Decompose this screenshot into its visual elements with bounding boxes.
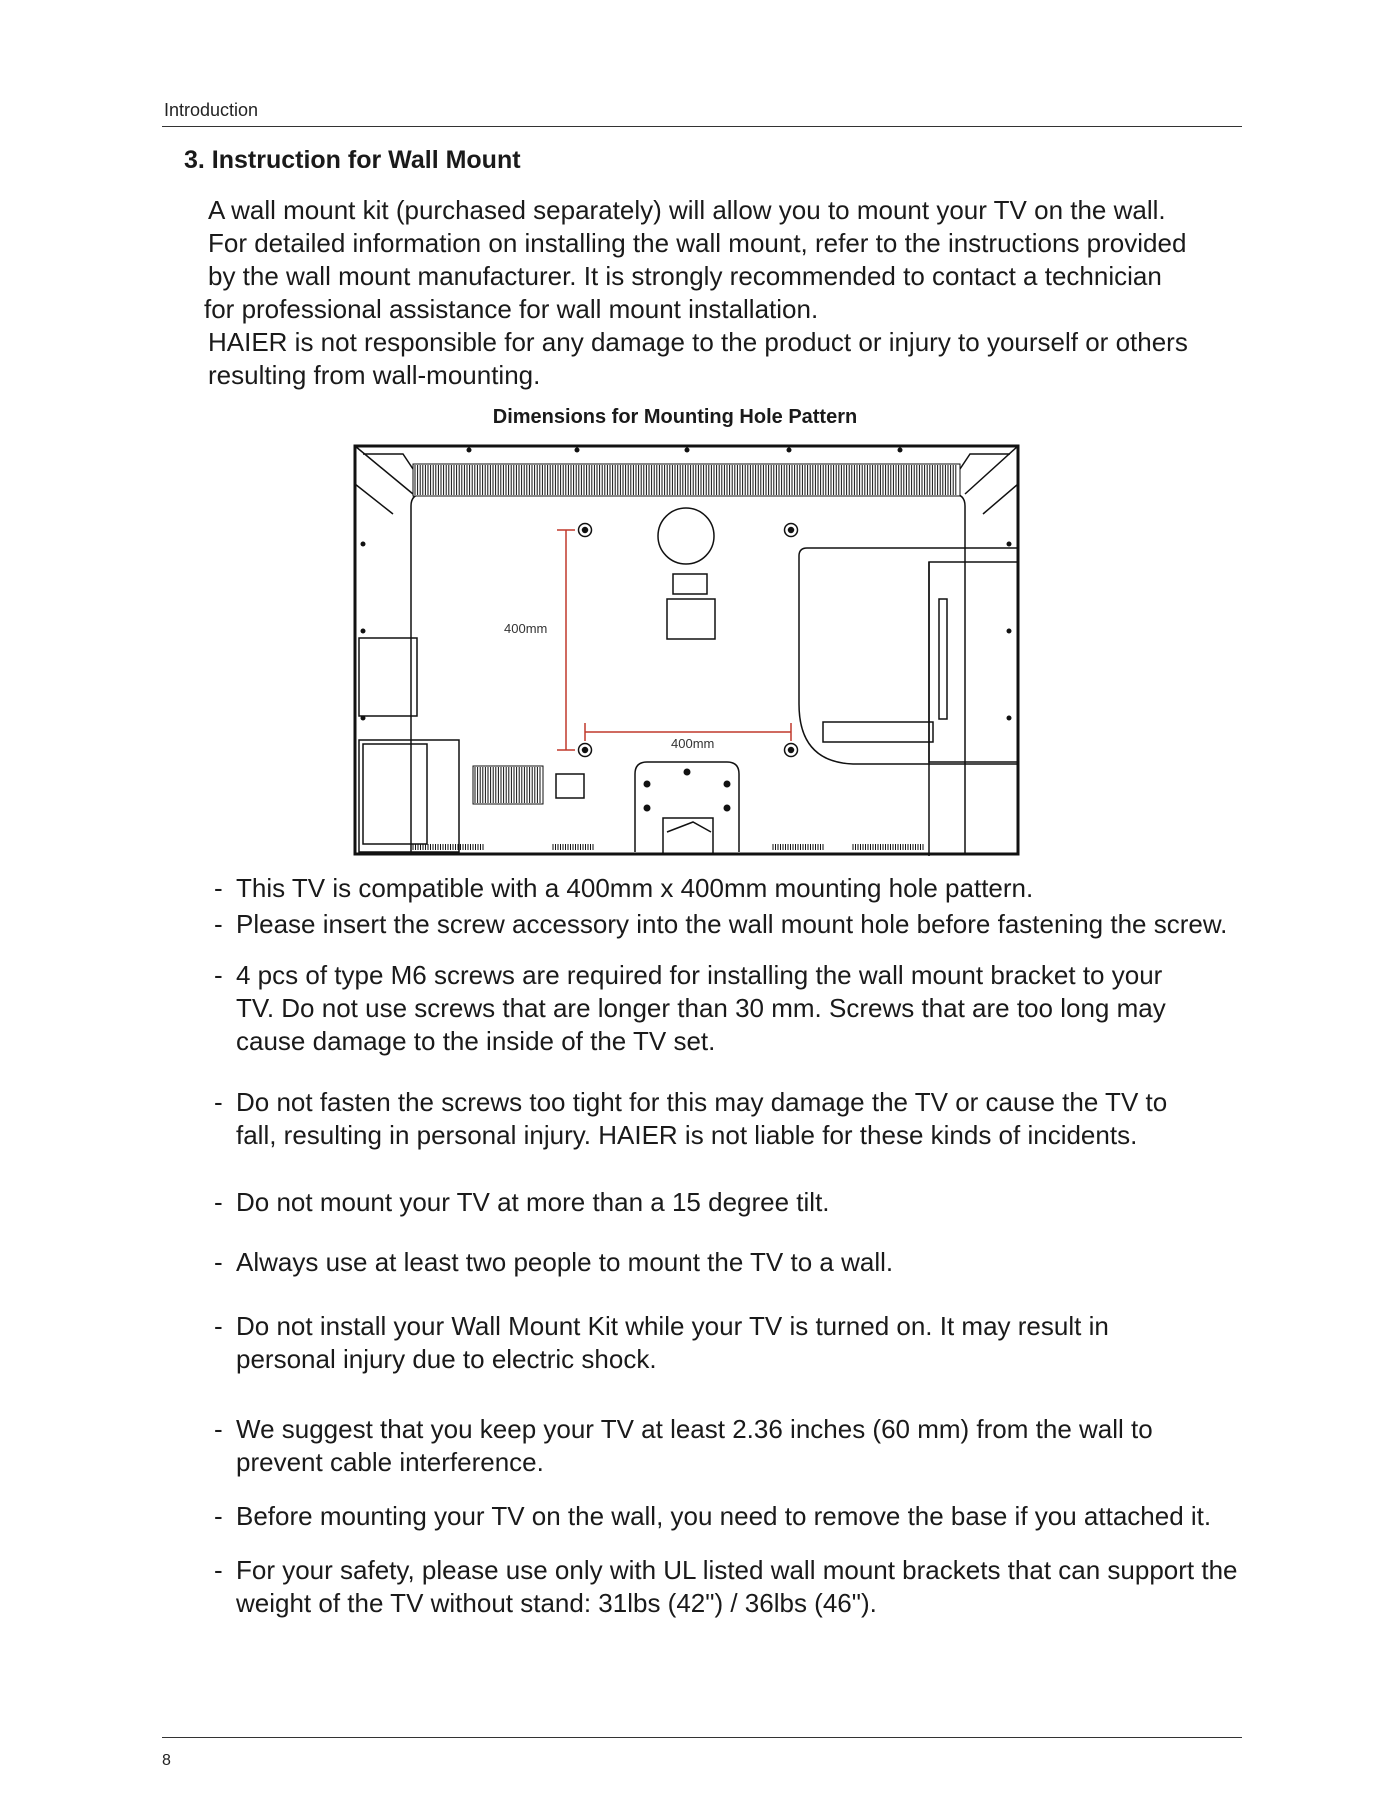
bullet-dash: - [214,1087,223,1117]
note-item [214,1500,1294,1533]
note-text: This TV is compatible with a 400mm x 400mm mounting hole pattern. [236,873,1034,903]
note-text: Always use at least two people to mount the TV to a wall. [236,1247,894,1277]
page-number: 8 [162,1752,171,1769]
note-item [214,1086,1176,1152]
intro-line: HAIER is not responsible for any damage to the product or injury to yourself or others [208,327,1188,357]
intro-line: A wall mount kit (purchased separately) will allow you to mount your TV on the wall. [208,195,1166,225]
header-rule [162,126,1242,127]
horizontal-dimension-label: 400mm [671,736,715,751]
bullet-dash: - [214,1501,223,1531]
note-text: Do not fasten the screws too tight for this may damage the TV or cause the TV to fall, resulting in personal injury. HAIER is not liable for these kinds of incidents. [236,1087,1168,1150]
bullet-dash: - [214,909,223,939]
running-header: Introduction [164,100,259,120]
note-text: Do not install your Wall Mount Kit while your TV is turned on. It may result in personal injury due to electric shock. [236,1311,1109,1374]
note-text: For your safety, please use only with UL listed wall mount brackets that can support the weight of the TV without stand: 31lbs (42") / 36lbs (46"). [236,1555,1238,1618]
figure-caption: Dimensions for Mounting Hole Pattern [492,406,858,428]
intro-line: For detailed information on installing the wall mount, refer to the instructions provided [208,228,1187,258]
intro-line: by the wall mount manufacturer. It is strongly recommended to contact a technician [208,261,1162,291]
note-item [214,1310,1196,1376]
note-item [214,1413,1236,1479]
bullet-dash: - [214,1247,223,1277]
section-title: 3. Instruction for Wall Mount [184,146,521,174]
wall-mount-notes [214,872,1294,1620]
footer-rule [162,1737,1242,1738]
note-text: Do not mount your TV at more than a 15 degree tilt. [236,1187,830,1217]
tv-rear-diagram [353,444,1020,856]
intro-line: resulting from wall-mounting. [208,360,541,390]
note-item [214,1186,1294,1219]
vertical-dimension-label: 400mm [504,621,548,636]
note-text: Before mounting your TV on the wall, you need to remove the base if you attached it. [236,1501,1212,1531]
bullet-dash: - [214,1187,223,1217]
bullet-dash: - [214,1414,223,1444]
note-text: We suggest that you keep your TV at least 2.36 inches (60 mm) from the wall to prevent cable interference. [236,1414,1153,1477]
mounting-holes [579,524,798,757]
note-item [214,1554,1316,1620]
bullet-dash: - [214,1311,223,1341]
bullet-dash: - [214,960,223,990]
note-text: Please insert the screw accessory into the wall mount hole before fastening the screw. [236,909,1228,939]
note-item [214,908,1236,941]
note-item [214,872,1294,905]
note-text: 4 pcs of type M6 screws are required for installing the wall mount bracket to your TV. Do not use screws that are longer than 30 mm. Screws that are too long may cause damage to the inside of the TV set. [236,960,1166,1056]
bullet-dash: - [214,873,223,903]
note-item [214,1246,1294,1279]
bullet-dash: - [214,1555,223,1585]
note-item [214,959,1196,1058]
intro-line: for professional assistance for wall mount installation. [204,294,819,324]
dimension-lines [557,530,791,750]
intro-paragraph [204,194,1248,392]
